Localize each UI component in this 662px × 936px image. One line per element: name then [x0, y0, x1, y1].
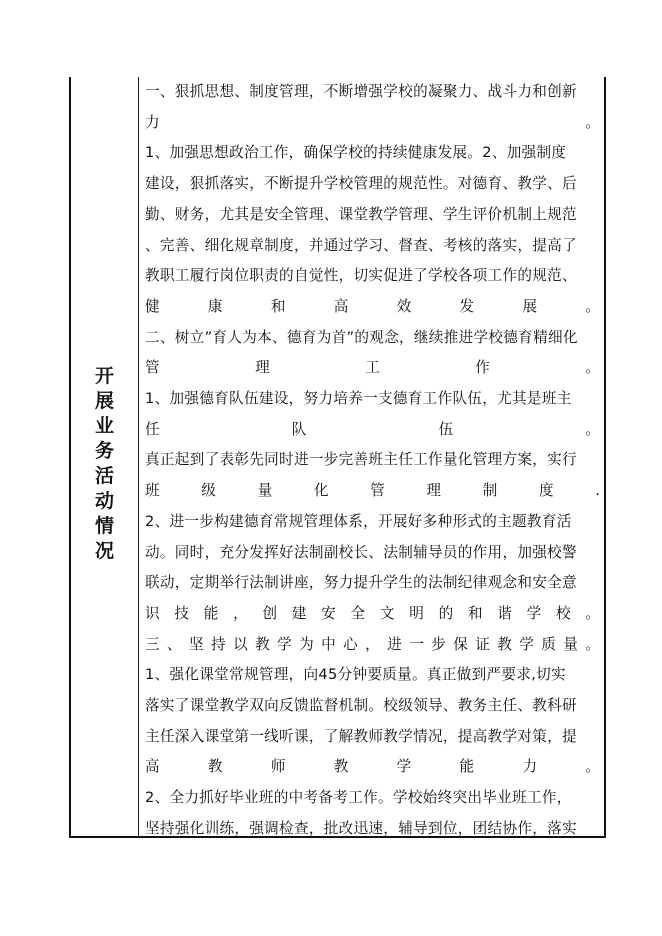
- text-line: 主任深入课堂第一线听课，了解教师教学情况，提高教学对策，提: [145, 727, 577, 745]
- text-char: 和: [467, 604, 483, 622]
- text-char: 心: [343, 635, 358, 653]
- text-char: 中: [321, 635, 336, 653]
- text-line: 勤、财务，尤其是安全管理、课堂教学管理、学生评价机制上规范: [145, 205, 577, 223]
- text-char: 创: [262, 604, 278, 622]
- text-char: 。: [585, 604, 600, 622]
- section-label-char: 况: [94, 540, 114, 562]
- text-char: 持: [211, 635, 226, 653]
- text-char: 进: [387, 635, 402, 653]
- text-char: 全: [350, 604, 366, 622]
- justified-text-line: [145, 599, 600, 629]
- text-char: 管: [370, 482, 385, 500]
- text-line: 2、全力抓好毕业班的中考备考工作。学校始终突出毕业班工作，: [145, 789, 572, 807]
- text-char: 步: [431, 635, 446, 653]
- text-char: 伍: [438, 420, 454, 438]
- justified-text-line: [145, 476, 600, 506]
- section-label-char: 动: [94, 490, 114, 512]
- text-char: 任: [145, 420, 160, 438]
- text-char: 管: [145, 359, 160, 377]
- table-border-right: [604, 77, 606, 838]
- text-char: 康: [207, 297, 223, 315]
- text-line: 落实了课堂教学双向反馈监督机制。校级领导、教务主任、教科研: [145, 697, 577, 714]
- text-char: 教: [255, 635, 270, 653]
- text-char: 。: [585, 758, 600, 776]
- text-line: 真正起到了表彰先同时进一步完善班主任工作量化管理方案，实行: [145, 451, 577, 469]
- section-label-char: 展: [94, 390, 114, 412]
- text-char: 队: [291, 420, 307, 438]
- text-char: 文: [379, 604, 395, 622]
- text-char: 。: [585, 635, 600, 653]
- justified-text-line: [145, 353, 600, 383]
- section-label: [71, 364, 138, 564]
- text-char: 技: [174, 604, 189, 622]
- text-line: 1、加强思想政治工作，确保学校的持续健康发展。2、加强制度: [145, 144, 567, 162]
- text-char: 。: [585, 359, 600, 377]
- text-char: 坚: [189, 635, 204, 653]
- table-column-divider: [138, 77, 139, 838]
- text-line: 建设，狠抓落实，不断提升学校管理的规范性。对德育、教学、后: [145, 175, 577, 193]
- justified-text-line: [145, 292, 600, 322]
- text-char: 效: [396, 297, 412, 315]
- text-char: 理: [255, 359, 270, 377]
- text-char: 识: [145, 604, 160, 622]
- justified-text-line: [145, 108, 600, 138]
- text-char: ，: [233, 604, 248, 622]
- text-char: 的: [438, 604, 454, 622]
- text-char: 健: [145, 297, 160, 315]
- text-char: 量: [563, 635, 578, 653]
- text-char: 量: [257, 482, 273, 500]
- text-char: 和: [270, 297, 286, 315]
- text-char: 教: [497, 635, 512, 653]
- text-line: 联动，定期举行法制讲座，努力提升学生的法制纪律观念和安全意: [145, 574, 577, 592]
- text-char: .: [595, 482, 600, 500]
- text-char: 教: [207, 758, 223, 776]
- text-char: 建: [291, 604, 307, 622]
- text-char: 一: [409, 635, 424, 653]
- text-char: 能: [203, 604, 219, 622]
- text-line: 、完善、细化规章制度，并通过学习、督查、考核的落实，提高了: [145, 236, 577, 254]
- text-line: 动。同时，充分发挥好法制副校长、法制辅导员的作用，加强校警: [145, 543, 577, 561]
- justified-text-line: [145, 630, 600, 660]
- text-line: 1、加强德育队伍建设，努力培养一支德育工作队伍，尤其是班主: [145, 390, 572, 407]
- text-char: 制: [482, 482, 498, 500]
- text-char: 工: [365, 359, 380, 377]
- text-line: 2、进一步构建德育常规管理体系，开展好多种形式的主题教育活: [145, 512, 572, 530]
- text-char: 高: [333, 297, 349, 315]
- text-char: 。: [585, 113, 600, 131]
- text-char: ，: [365, 635, 380, 653]
- text-char: 质: [541, 635, 556, 653]
- text-char: 三: [145, 635, 160, 653]
- text-char: 明: [409, 604, 424, 622]
- text-char: 为: [299, 635, 314, 653]
- text-char: 校: [556, 604, 571, 622]
- text-char: 学: [526, 604, 542, 622]
- text-char: 证: [475, 635, 490, 653]
- justified-text-line: [145, 752, 600, 782]
- text-char: 级: [201, 482, 216, 500]
- text-char: 、: [167, 635, 182, 653]
- text-char: 以: [233, 635, 248, 653]
- section-label-char: 开: [94, 365, 114, 387]
- text-char: 高: [145, 758, 160, 776]
- section-label-char: 务: [94, 440, 114, 462]
- text-char: 班: [145, 482, 160, 500]
- activity-table: [69, 77, 606, 838]
- text-line: 一、狠抓思想、制度管理，不断增强学校的凝聚力、战斗力和创新: [145, 83, 577, 100]
- section-label-cell: [71, 77, 138, 836]
- text-char: 谐: [497, 604, 512, 622]
- text-char: 师: [270, 758, 286, 776]
- text-char: 理: [426, 482, 442, 500]
- text-char: 作: [475, 359, 490, 377]
- text-char: 学: [277, 635, 292, 653]
- text-line: 二、树立”育人为本、德育为首”的观念，继续推进学校德育精细化: [145, 328, 578, 346]
- text-char: 学: [519, 635, 534, 653]
- section-label-char: 业: [94, 415, 114, 437]
- text-char: 。: [585, 297, 600, 315]
- text-char: 能: [459, 758, 475, 776]
- text-line: 坚持强化训练，强调检查，批改迅速，辅导到位，团结协作，落实: [145, 819, 577, 837]
- text-char: 度: [538, 482, 554, 500]
- section-label-char: 情: [94, 515, 114, 537]
- text-char: 安: [321, 604, 336, 622]
- text-char: 保: [453, 635, 468, 653]
- text-char: 展: [522, 297, 538, 315]
- text-line: 1、强化课堂常规管理，向45分钟要质量。真正做到严要求,切实: [145, 666, 566, 684]
- text-char: 化: [313, 482, 329, 500]
- justified-text-line: [145, 415, 600, 445]
- section-label-char: 活: [94, 465, 114, 487]
- text-char: 学: [396, 758, 412, 776]
- text-char: 发: [459, 297, 475, 315]
- text-char: 力: [522, 758, 538, 776]
- text-char: 教: [333, 758, 349, 776]
- text-line: 教职工履行岗位职责的自觉性，切实促进了学校各项工作的规范、: [145, 267, 577, 285]
- text-char: 力: [145, 113, 160, 131]
- text-char: 。: [585, 420, 600, 438]
